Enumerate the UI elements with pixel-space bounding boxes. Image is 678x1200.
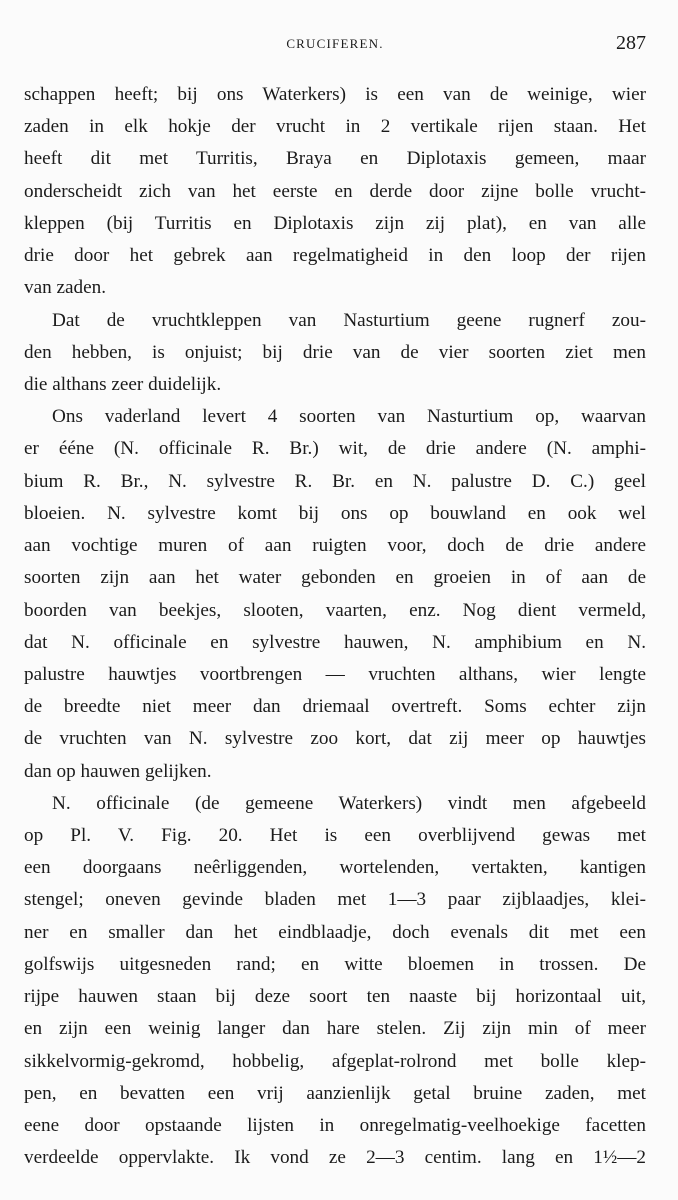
text-line: eene door opstaande lijsten in onregelmatig-veelhoekige facetten: [24, 1115, 646, 1136]
text-line: ner en smaller dan het eindblaadje, doch evenals dit met een: [24, 921, 646, 943]
text-line: pen, en bevatten een vrij aanzienlijk getal bruine zaden, met: [24, 1082, 646, 1104]
text-line: een doorgaans neêrliggenden, wortelenden, vertakten, kantigen: [24, 857, 646, 879]
text-line: Dat de vruchtkleppen van Nasturtium geene rugnerf zou-: [52, 309, 646, 331]
text-line: zaden in elk hokje der vrucht in 2 vertikale rijen staan. Het: [24, 116, 646, 138]
text-line: aan vochtige muren of aan ruigten voor, doch de drie andere: [24, 535, 646, 557]
text-line: schappen heeft; bij ons Waterkers) is een van de weinige, wier: [24, 84, 646, 105]
page-body-text: [24, 79, 646, 1174]
text-line: die althans zeer duidelijk.: [24, 373, 222, 395]
text-line: verdeelde oppervlakte. Ik vond ze 2—3 centim. lang en 1½—2: [24, 1147, 646, 1169]
text-line: er ééne (N. officinale R. Br.) wit, de drie andere (N. amphi-: [24, 438, 646, 460]
text-line: dan op hauwen gelijken.: [24, 760, 212, 782]
text-line: Ons vaderland levert 4 soorten van Nasturtium op, waarvan: [52, 406, 646, 428]
text-line: drie door het gebrek aan regelmatigheid in den loop der rijen: [24, 245, 646, 267]
text-line: de breedte niet meer dan driemaal overtreft. Soms echter zijn: [24, 696, 646, 718]
text-line: en zijn een weinig langer dan hare stelen. Zij zijn min of meer: [24, 1018, 646, 1040]
running-head: CRUCIFEREN.: [286, 36, 384, 51]
text-line: rijpe hauwen staan bij deze soort ten naaste bij horizontaal uit,: [24, 986, 646, 1008]
text-line: N. officinale (de gemeene Waterkers) vindt men afgebeeld: [52, 792, 646, 814]
text-line: stengel; oneven gevinde bladen met 1—3 paar zijblaadjes, klei-: [24, 889, 646, 911]
text-line: onderscheidt zich van het eerste en derde door zijne bolle vrucht-: [24, 180, 646, 202]
page-number: 287: [616, 32, 646, 54]
text-line: op Pl. V. Fig. 20. Het is een overblijvend gewas met: [24, 825, 646, 847]
text-line: sikkelvormig-gekromd, hobbelig, afgeplat-rolrond met bolle klep-: [24, 1050, 646, 1072]
text-line: de vruchten van N. sylvestre zoo kort, dat zij meer op hauwtjes: [24, 728, 646, 750]
text-line: heeft dit met Turritis, Braya en Diplotaxis gemeen, maar: [24, 148, 646, 170]
page-header: [24, 30, 646, 58]
text-line: soorten zijn aan het water gebonden en groeien in of aan de: [24, 567, 646, 589]
text-line: bium R. Br., N. sylvestre R. Br. en N. palustre D. C.) geel: [24, 470, 646, 492]
text-line: bloeien. N. sylvestre komt bij ons op bouwland en ook wel: [24, 502, 646, 524]
text-line: golfswijs uitgesneden rand; en witte bloemen in trossen. De: [24, 953, 646, 975]
text-line: palustre hauwtjes voortbrengen — vruchten althans, wier lengte: [24, 663, 646, 685]
text-line: boorden van beekjes, slooten, vaarten, enz. Nog dient vermeld,: [24, 599, 646, 621]
text-line: van zaden.: [24, 277, 107, 299]
text-line: den hebben, is onjuist; bij drie van de vier soorten ziet men: [24, 341, 646, 363]
text-line: kleppen (bij Turritis en Diplotaxis zijn zij plat), en van alle: [24, 212, 646, 234]
text-line: dat N. officinale en sylvestre hauwen, N. amphibium en N.: [24, 631, 646, 653]
